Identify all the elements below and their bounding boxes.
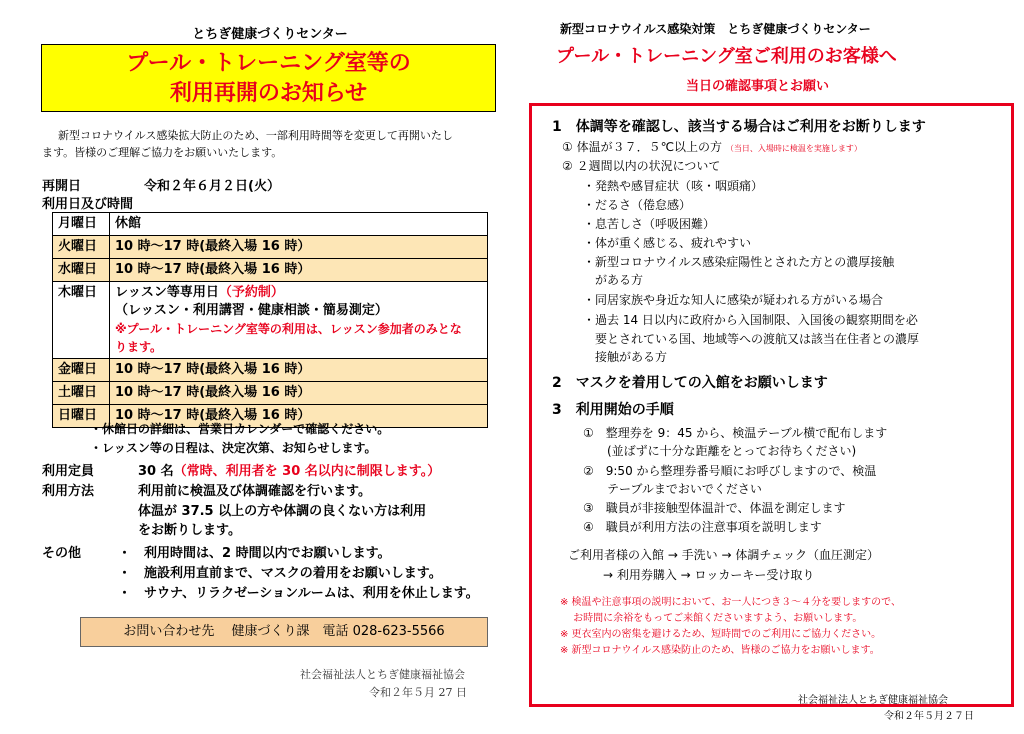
s1-bullet: がある方 bbox=[583, 273, 644, 287]
s3-item: ① 整理券を 9：45 から、検温テーブル横で配布します bbox=[583, 426, 888, 440]
left-footer-date: 令和２年５月 27 日 bbox=[369, 686, 467, 699]
method-line2: 体温が 37.5 以上の方や体調の良くない方は利用 bbox=[138, 504, 427, 519]
day-cell: 金曜日 bbox=[53, 359, 110, 382]
section3-heading: 3 利用開始の手順 bbox=[552, 402, 674, 418]
method-label: 利用方法 bbox=[42, 484, 95, 499]
day-cell: 日曜日 bbox=[53, 405, 110, 428]
day-cell: 水曜日 bbox=[53, 259, 110, 282]
contact-box: お問い合わせ先 健康づくり課 電話 028-623-5566 bbox=[80, 617, 488, 647]
section1-heading: 1 体調等を確認し、該当する場合はご利用をお断りします bbox=[552, 119, 926, 135]
other-label: その他 bbox=[42, 546, 82, 561]
other-item: ・ 利用時間は、2 時間以内でお願いします。 bbox=[118, 546, 391, 561]
s1-bullet: ・新型コロナウイルス感染症陽性とされた方との濃厚接触 bbox=[583, 255, 895, 269]
schedule-row-monday bbox=[53, 213, 488, 236]
schedule-row-wednesday bbox=[53, 259, 488, 282]
left-footer-org: 社会福祉法人とちぎ健康福祉協会 bbox=[300, 668, 465, 681]
hours-cell: 休館 bbox=[110, 213, 488, 236]
schedule-heading: 利用日及び時間 bbox=[42, 197, 134, 212]
entry-flow-line1: ご利用者様の入館 → 手洗い → 体調チェック（血圧測定） bbox=[568, 548, 880, 562]
day-cell: 月曜日 bbox=[53, 213, 110, 236]
reopen-label: 再開日 bbox=[42, 179, 82, 194]
s1-item1: ① 体温が３７．５℃以上の方 bbox=[562, 140, 723, 154]
thursday-note-line2: ります。 bbox=[115, 340, 163, 354]
capacity-label: 利用定員 bbox=[42, 464, 95, 479]
other-item: ・ 施設利用直前まで、マスクの着用をお願いします。 bbox=[118, 566, 442, 581]
lesson-schedule-note: ・レッスン等の日程は、決定次第、お知らせします。 bbox=[90, 441, 377, 455]
s3-item: ② 9:50 から整理券番号順にお呼びしますので、検温 bbox=[583, 464, 877, 478]
note-line: ※ 更衣室内の密集を避けるため、短時間でのご利用にご協力ください。 bbox=[560, 629, 882, 640]
s3-item: ④ 職員が利用方法の注意事項を説明します bbox=[583, 520, 822, 534]
note-line: ※ 検温や注意事項の説明において、お一人につき３～４分を要しますので、 bbox=[560, 597, 901, 608]
right-footer-org: 社会福祉法人とちぎ健康福祉協会 bbox=[798, 695, 948, 706]
notice-title-line2: 利用再開のお知らせ bbox=[169, 81, 368, 106]
hours-cell bbox=[110, 282, 488, 359]
hours-cell: 10 時～17 時(最終入場 16 時） bbox=[110, 236, 488, 259]
s1-bullet: ・息苦しさ（呼吸困難） bbox=[583, 217, 716, 231]
right-subtitle: 当日の確認事項とお願い bbox=[686, 79, 830, 94]
s1-bullet: ・同居家族や身近な知人に感染が疑われる方がいる場合 bbox=[583, 293, 884, 307]
entry-flow-line2: → 利用券購入 → ロッカーキー受け取り bbox=[603, 568, 815, 582]
s1-bullet: ・発熱や感冒症状（咳・咽頭痛） bbox=[583, 179, 764, 193]
day-cell: 土曜日 bbox=[53, 382, 110, 405]
hours-cell: 10 時～17 時(最終入場 16 時） bbox=[110, 405, 488, 428]
hours-cell: 10 時～17 時(最終入場 16 時） bbox=[110, 382, 488, 405]
closed-days-note: ・休館日の詳細は、営業日カレンダーで確認ください。 bbox=[90, 422, 390, 436]
s1-bullet: 要とされている国、地域等への渡航又は該当在住者との濃厚 bbox=[583, 332, 920, 346]
note-line: ※ 新型コロナウイルス感染防止のため、皆様のご協力をお願いします。 bbox=[560, 645, 880, 656]
method-line3: をお断りします。 bbox=[138, 523, 241, 538]
reopen-date: 令和２年６月２日(火） bbox=[144, 179, 280, 194]
hours-cell: 10 時～17 時(最終入場 16 時） bbox=[110, 359, 488, 382]
schedule-table bbox=[52, 212, 488, 428]
intro-line1: 新型コロナウイルス感染拡大防止のため、一部利用時間等を変更して再開いたし bbox=[58, 129, 453, 142]
capacity-value: 30 名 bbox=[138, 464, 174, 479]
reservation-note: （予約制） bbox=[218, 285, 284, 300]
method-line1: 利用前に検温及び体調確認を行います。 bbox=[138, 484, 371, 499]
schedule-row-tuesday bbox=[53, 236, 488, 259]
right-title: プール・トレーニング室ご利用のお客様へ bbox=[556, 46, 897, 67]
s1-bullet: ・過去 14 日以内に政府から入国制限、入国後の観察期間を必 bbox=[583, 313, 918, 327]
thursday-line2: （レッスン・利用講習・健康相談・簡易測定） bbox=[115, 303, 388, 318]
left-org-header: とちぎ健康づくりセンター bbox=[192, 27, 348, 42]
other-item: ・ サウナ、リラクゼーションルームは、利用を休止します。 bbox=[118, 586, 479, 601]
schedule-row-thursday bbox=[53, 282, 488, 359]
right-header: 新型コロナウイルス感染対策 とちぎ健康づくりセンター bbox=[560, 22, 871, 36]
s3-item: ③ 職員が非接触型体温計で、体温を測定します bbox=[583, 501, 846, 515]
hours-cell: 10 時～17 時(最終入場 16 時） bbox=[110, 259, 488, 282]
s1-item1-note: （当日、入場時に検温を実施します） bbox=[725, 144, 862, 153]
thursday-note-line1: ※プール・トレーニング室等の利用は、レッスン参加者のみとな bbox=[115, 322, 462, 336]
notice-title-banner bbox=[41, 44, 496, 112]
s3-item: (並ばずに十分な距離をとってお待ちください) bbox=[583, 444, 857, 458]
notice-title-line1: プール・トレーニング室等の bbox=[126, 51, 411, 76]
right-footer-date: 令和２年５月２７日 bbox=[884, 711, 974, 722]
s1-bullet: 接触がある方 bbox=[583, 350, 668, 364]
s1-bullet: ・だるさ（倦怠感） bbox=[583, 198, 692, 212]
note-line: お時間に余裕をもってご来館くださいますよう、お願いします。 bbox=[560, 613, 863, 624]
thursday-line1: レッスン等専用日 bbox=[115, 285, 219, 300]
s1-bullet: ・体が重く感じる、疲れやすい bbox=[583, 236, 752, 250]
s1-item2: ② ２週間以内の状況について bbox=[562, 159, 721, 173]
capacity-note: （常時、利用者を 30 名以内に制限します。） bbox=[173, 464, 441, 479]
schedule-row-friday bbox=[53, 359, 488, 382]
schedule-row-saturday bbox=[53, 382, 488, 405]
section2-heading: 2 マスクを着用しての入館をお願いします bbox=[552, 375, 828, 391]
intro-line2: ます。皆様のご理解ご協力をお願いいたします。 bbox=[42, 146, 283, 159]
day-cell: 火曜日 bbox=[53, 236, 110, 259]
s3-item: テーブルまでおいでください bbox=[583, 482, 762, 496]
day-cell: 木曜日 bbox=[53, 282, 110, 359]
